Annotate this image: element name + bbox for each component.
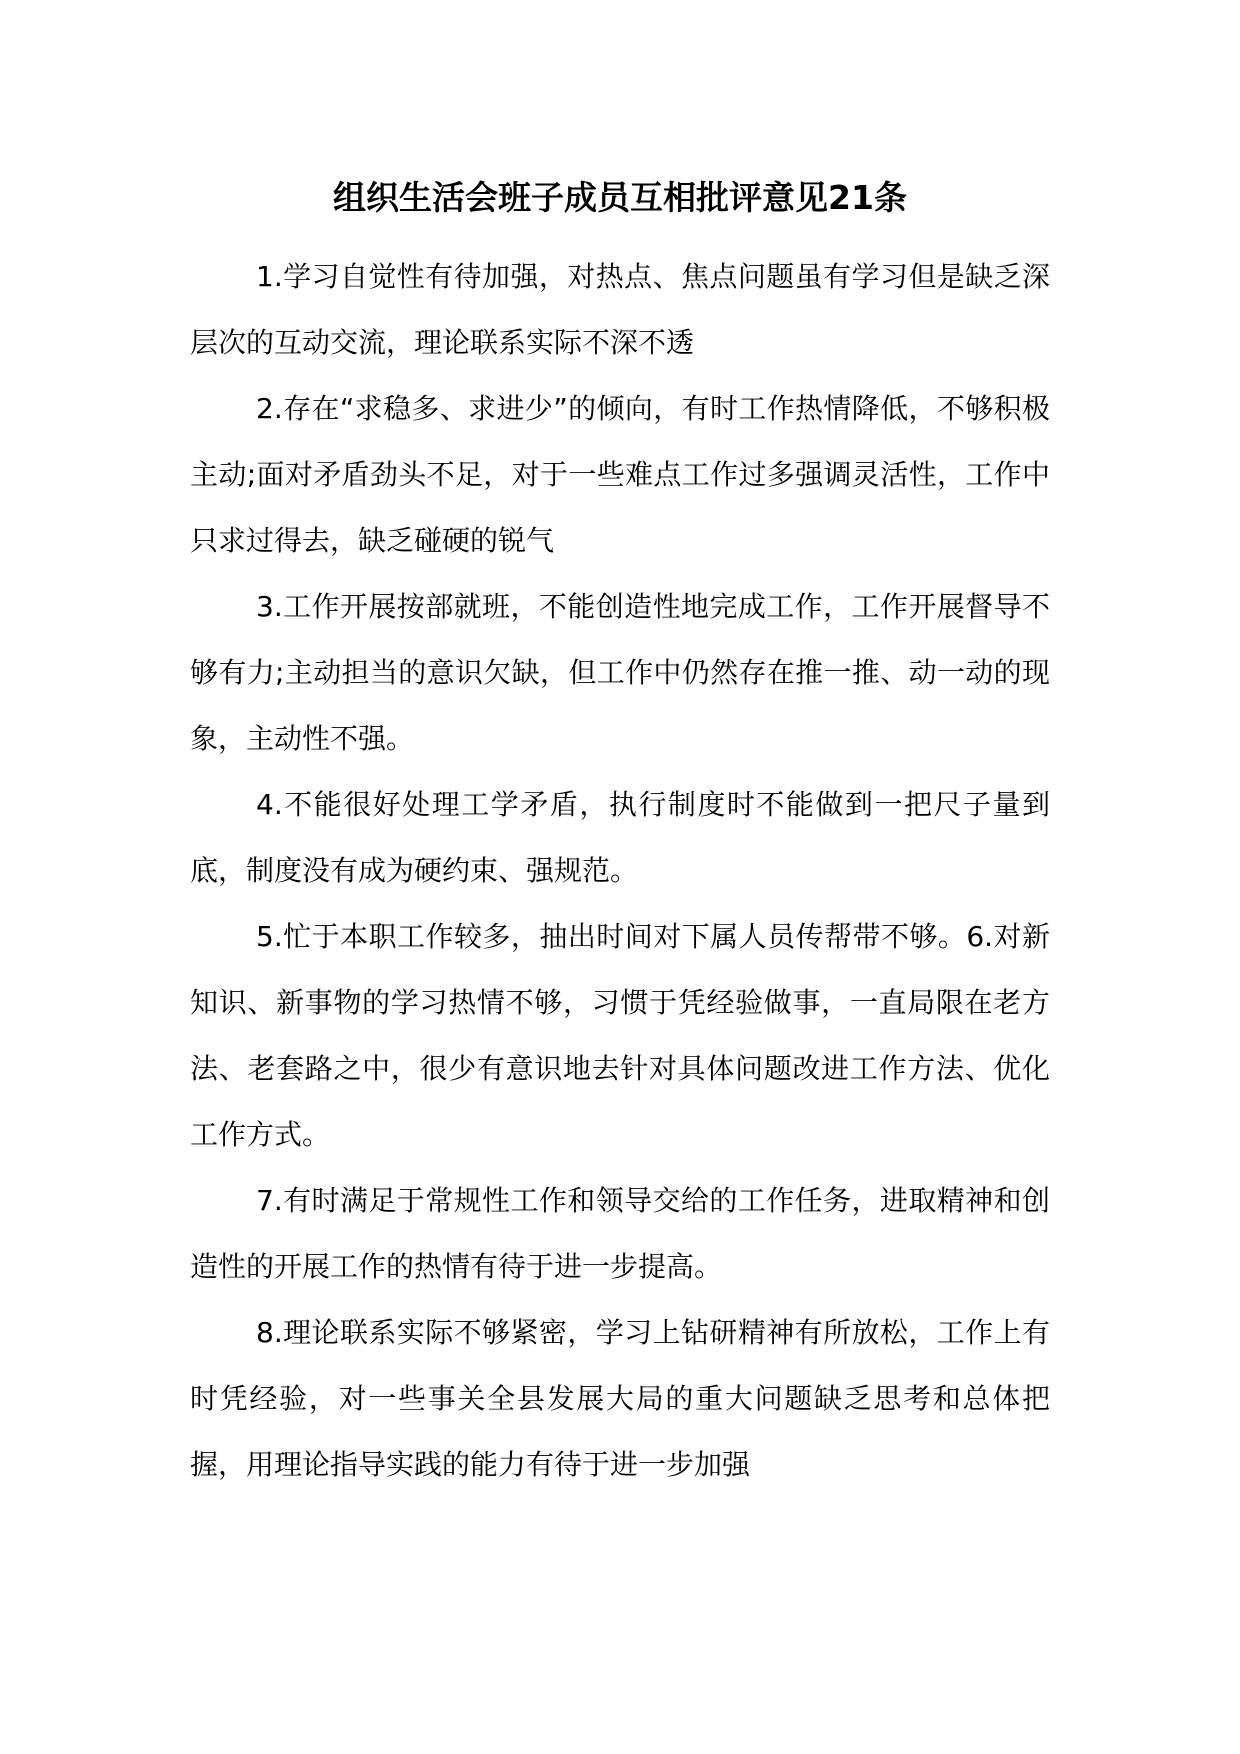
- document-body: [190, 244, 1050, 1498]
- paragraph-4: 4.不能很好处理工学矛盾，执行制度时不能做到一把尺子量到底，制度没有成为硬约束、强规范。: [190, 788, 1050, 887]
- paragraph-5: 5.忙于本职工作较多，抽出时间对下属人员传帮带不够。6.对新知识、新事物的学习热情不够，习惯于凭经验做事，一直局限在老方法、老套路之中，很少有意识地去针对具体问题改进工作方法、优化工作方式。: [190, 920, 1050, 1151]
- paragraph-7: 8.理论联系实际不够紧密，学习上钻研精神有所放松，工作上有时凭经验，对一些事关全县发展大局的重大问题缺乏思考和总体把握，用理论指导实践的能力有待于进一步加强: [190, 1316, 1050, 1481]
- document-title: 组织生活会班子成员互相批评意见21条: [333, 178, 907, 217]
- paragraph-6: 7.有时满足于常规性工作和领导交给的工作任务，进取精神和创造性的开展工作的热情有待于进一步提高。: [190, 1184, 1050, 1283]
- paragraph-1: 1.学习自觉性有待加强，对热点、焦点问题虽有学习但是缺乏深层次的互动交流，理论联系实际不深不透: [190, 260, 1050, 359]
- paragraph-3: 3.工作开展按部就班，不能创造性地完成工作，工作开展督导不够有力;主动担当的意识欠缺，但工作中仍然存在推一推、动一动的现象，主动性不强。: [190, 590, 1050, 755]
- paragraph-2: 2.存在“求稳多、求进少”的倾向，有时工作热情降低，不够积极主动;面对矛盾劲头不足，对于一些难点工作过多强调灵活性，工作中只求过得去，缺乏碰硬的锐气: [190, 392, 1050, 557]
